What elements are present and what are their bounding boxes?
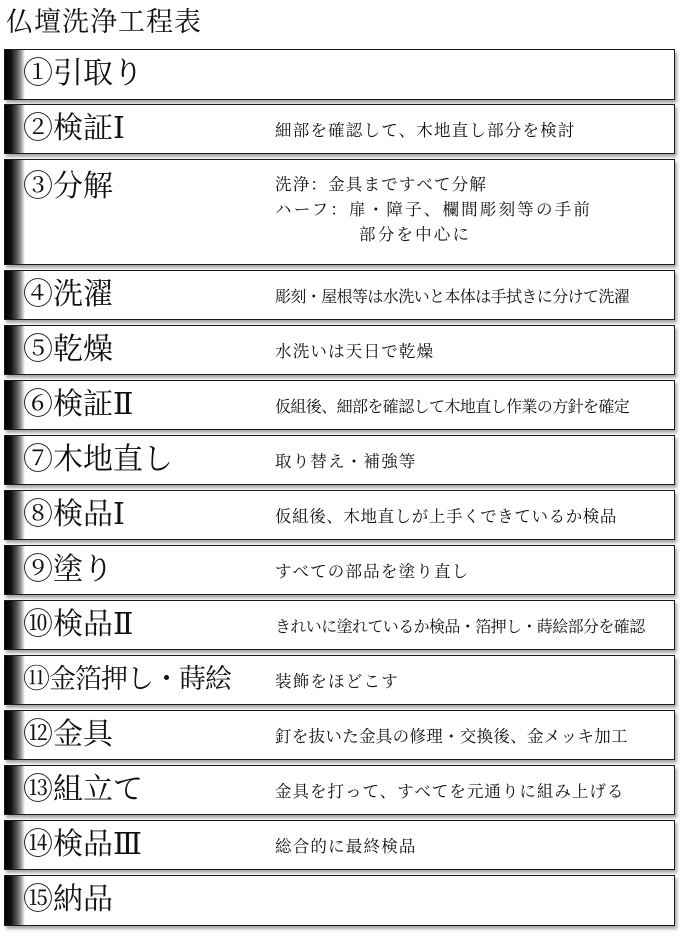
step-name: ⑬組立て xyxy=(23,772,143,807)
description-line: すべての部品を塗り直し xyxy=(275,562,470,581)
step-description xyxy=(275,669,399,694)
description-line: 部分を中心に xyxy=(359,225,472,244)
step-description xyxy=(275,284,629,309)
step-name: ③分解 xyxy=(23,169,113,204)
step-name: ⑧検品Ⅰ xyxy=(23,497,125,532)
step-row-8 xyxy=(4,490,675,540)
step-name: ⑦木地直し xyxy=(23,442,173,477)
step-description xyxy=(275,172,592,247)
step-row-2 xyxy=(4,104,675,154)
step-row-7 xyxy=(4,435,675,485)
step-row-4 xyxy=(4,270,675,320)
step-name: ⑪金箔押し・蒔絵 xyxy=(23,664,231,695)
step-description xyxy=(275,559,469,584)
step-name: ④洗濯 xyxy=(23,277,113,312)
description-line: ハーフ：扉・障子、欄間彫刻等の手前 xyxy=(275,200,593,219)
step-description xyxy=(275,394,629,419)
step-name: ⑨塗り xyxy=(23,552,113,587)
description-line: 洗浄：金具まですべて分解 xyxy=(275,175,488,194)
description-line: 細部を確認して、木地直し部分を検討 xyxy=(275,121,576,140)
description-line: 総合的に最終検品 xyxy=(275,837,417,856)
description-line: 装飾をほどこす xyxy=(275,672,399,691)
step-row-5 xyxy=(4,325,675,375)
step-row-9 xyxy=(4,545,675,595)
description-line: 仮組後、細部を確認して木地直し作業の方針を確定 xyxy=(275,397,630,416)
step-description xyxy=(275,504,617,529)
description-line: 水洗いは天日で乾燥 xyxy=(275,342,435,361)
step-row-14 xyxy=(4,820,675,870)
description-line: 金具を打って、すべてを元通りに組み上げる xyxy=(275,782,625,801)
description-line: 彫刻・屋根等は水洗いと本体は手拭きに分けて洗濯 xyxy=(275,287,630,306)
step-name: ⑩検品Ⅱ xyxy=(23,607,134,642)
step-description xyxy=(275,724,628,749)
step-name: ①引取り xyxy=(23,56,143,91)
step-row-12 xyxy=(4,710,675,760)
step-name: ⑭検品Ⅲ xyxy=(23,827,142,862)
page-title: 仏壇洗浄工程表 xyxy=(6,7,202,38)
description-line: 釘を抜いた金具の修理・交換後、金メッキ加工 xyxy=(275,727,628,746)
description-line: きれいに塗れているか検品・箔押し・蒔絵部分を確認 xyxy=(275,617,645,636)
step-description xyxy=(275,118,576,143)
step-row-11 xyxy=(4,655,675,705)
step-row-1 xyxy=(4,49,675,100)
description-line: 取り替え・補強等 xyxy=(275,452,417,471)
step-name: ⑫金具 xyxy=(23,717,113,752)
step-row-13 xyxy=(4,765,675,815)
step-description xyxy=(275,834,417,859)
step-description xyxy=(275,614,645,639)
step-name: ⑮納品 xyxy=(23,882,113,917)
step-name: ⑥検証Ⅱ xyxy=(23,387,134,422)
step-row-15 xyxy=(4,875,675,926)
description-line: 仮組後、木地直しが上手くできているか検品 xyxy=(275,507,617,526)
step-row-10 xyxy=(4,600,675,650)
step-name: ②検証Ⅰ xyxy=(23,111,125,146)
step-name: ⑤乾燥 xyxy=(23,332,113,367)
step-row-3 xyxy=(4,159,675,265)
step-description xyxy=(275,779,624,804)
step-row-6 xyxy=(4,380,675,430)
step-description xyxy=(275,449,417,474)
step-description xyxy=(275,339,434,364)
